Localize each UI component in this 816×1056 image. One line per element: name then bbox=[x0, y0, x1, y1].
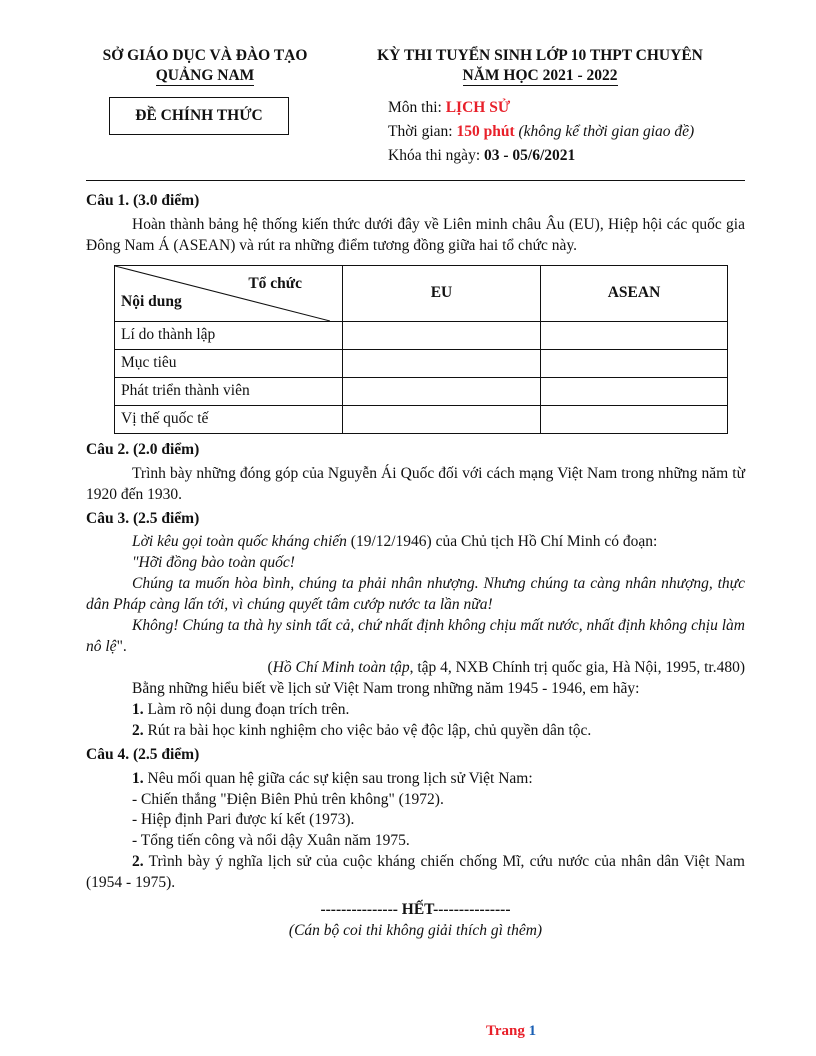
department-block bbox=[60, 46, 350, 86]
exam-content bbox=[86, 188, 745, 942]
department-name: SỞ GIÁO DỤC VÀ ĐÀO TẠO bbox=[102, 47, 308, 64]
q3-intro-rest: (19/12/1946) của Chủ tịch Hồ Chí Minh có đoạn: bbox=[346, 533, 658, 551]
q4-task-1 bbox=[86, 769, 745, 790]
src-open: ( bbox=[267, 658, 273, 676]
subject-label: Môn thi: bbox=[388, 99, 446, 116]
date-label: Khóa thi ngày: bbox=[388, 147, 484, 165]
row-label: Mục tiêu bbox=[115, 349, 343, 377]
page-footer bbox=[486, 1021, 536, 1041]
q3-title: Câu 3. (2.5 điểm) bbox=[86, 509, 200, 527]
q2-title: Câu 2. (2.0 điểm) bbox=[86, 440, 200, 458]
col-header-asean: ASEAN bbox=[541, 265, 728, 321]
table-row bbox=[115, 405, 728, 433]
task-text: Rút ra bài học kinh nghiệm cho việc bảo vệ độc lập, chủ quyền dân tộc. bbox=[143, 721, 592, 739]
q3-quote-2: Chúng ta muốn hòa bình, chúng ta phải nhân nhượng. Nhưng chúng ta càng nhân nhượng, thực dân Pháp càng lấn tới, vì chúng quyết tâm cướp nước ta lần nữa! bbox=[86, 575, 745, 614]
q3-quote-1: "Hỡi đồng bào toàn quốc! bbox=[132, 554, 295, 572]
knowledge-table bbox=[114, 265, 728, 434]
q4-event-1: - Chiến thắng "Điện Biên Phủ trên không" (1972). bbox=[132, 790, 444, 808]
time-line bbox=[388, 120, 694, 144]
header-divider bbox=[86, 180, 745, 181]
date-value: 03 - 05/6/2021 bbox=[484, 147, 576, 165]
province-name: QUẢNG NAM bbox=[155, 67, 255, 85]
q4-event-3: - Tổng tiến công và nổi dậy Xuân năm 1975. bbox=[132, 832, 410, 850]
q3-quote-3-text: Không! Chúng ta thà hy sinh tất cả, chứ nhất định không chịu mất nước, nhất định không chịu làm nô lệ bbox=[86, 617, 745, 656]
table-cell bbox=[343, 349, 541, 377]
q3-intro bbox=[86, 532, 745, 553]
task-num: 2. bbox=[132, 721, 144, 739]
q1-title: Câu 1. (3.0 điểm) bbox=[86, 192, 200, 209]
table-cell bbox=[541, 349, 728, 377]
row-label: Phát triển thành viên bbox=[115, 377, 343, 405]
exam-title: KỲ THI TUYỂN SINH LỚP 10 THPT CHUYÊN bbox=[377, 47, 703, 64]
time-value: 150 phút bbox=[456, 123, 515, 141]
table-cell bbox=[343, 405, 541, 433]
task-num: 2. bbox=[132, 853, 144, 871]
proctor-note: (Cán bộ coi thi không giải thích gì thêm) bbox=[288, 922, 543, 940]
task-text: Trình bày ý nghĩa lịch sử của cuộc kháng chiến chống Mĩ, cứu nước của nhân dân Việt Nam (1954 - 1975). bbox=[86, 853, 745, 892]
task-num: 1. bbox=[132, 700, 144, 718]
table-row bbox=[115, 349, 728, 377]
q3-intro-italic: Lời kêu gọi toàn quốc kháng chiến bbox=[132, 533, 347, 551]
subject-value: LỊCH SỬ bbox=[445, 99, 511, 116]
table-cell bbox=[541, 377, 728, 405]
q2-body: Trình bày những đóng góp của Nguyễn Ái Quốc đối với cách mạng Việt Nam trong những năm từ 1920 đến 1930. bbox=[86, 464, 745, 503]
date-line bbox=[388, 144, 694, 168]
col-header-eu: EU bbox=[343, 265, 541, 321]
exam-info bbox=[388, 96, 694, 168]
q4-event-2: - Hiệp định Pari được kí kết (1973). bbox=[132, 811, 355, 829]
q3-source bbox=[86, 658, 745, 679]
q1-body: Hoàn thành bảng hệ thống kiến thức dưới đây về Liên minh châu Âu (EU), Hiệp hội các quốc gia Đông Nam Á (ASEAN) và rút ra những điểm tương đồng giữa hai tổ chức này. bbox=[86, 215, 745, 254]
corner-top-label: Tổ chức bbox=[248, 274, 302, 292]
q3-task: Bằng những hiểu biết về lịch sử Việt Nam trong những năm 1945 - 1946, em hãy: bbox=[132, 679, 640, 697]
task-text: Làm rõ nội dung đoạn trích trên. bbox=[143, 700, 350, 718]
table-cell bbox=[343, 377, 541, 405]
task-num: 1. bbox=[132, 769, 144, 787]
task-text: Nêu mối quan hệ giữa các sự kiện sau trong lịch sử Việt Nam: bbox=[143, 769, 533, 787]
official-label: ĐỀ CHÍNH THỨC bbox=[135, 106, 263, 124]
q3-quote-3-end: ". bbox=[116, 638, 127, 656]
src-rest: , tập 4, NXB Chính trị quốc gia, Hà Nội, 1995, tr.480) bbox=[409, 658, 745, 676]
page-number: 1 bbox=[528, 1023, 537, 1039]
corner-bottom-label: Nội dung bbox=[121, 292, 182, 310]
table-cell bbox=[343, 321, 541, 349]
table-row bbox=[115, 321, 728, 349]
time-note: (không kể thời gian giao đề) bbox=[514, 123, 695, 141]
q4-title: Câu 4. (2.5 điểm) bbox=[86, 745, 200, 763]
time-label: Thời gian: bbox=[388, 123, 457, 141]
src-italic: Hồ Chí Minh toàn tập bbox=[272, 658, 410, 676]
official-exam-box bbox=[109, 97, 289, 135]
q3-task-2 bbox=[86, 721, 745, 742]
page-label: Trang bbox=[486, 1023, 529, 1039]
row-label: Vị thế quốc tế bbox=[115, 405, 343, 433]
row-label: Lí do thành lập bbox=[115, 321, 343, 349]
exam-title-block bbox=[330, 46, 750, 86]
q4-task-2 bbox=[86, 852, 745, 894]
q3-task-1 bbox=[86, 700, 745, 721]
table-cell bbox=[541, 321, 728, 349]
end-marker: --------------- HẾT--------------- bbox=[320, 901, 511, 919]
table-row bbox=[115, 377, 728, 405]
subject-line bbox=[388, 96, 694, 120]
q3-quote-3 bbox=[86, 616, 745, 658]
table-corner-cell bbox=[115, 265, 343, 321]
table-cell bbox=[541, 405, 728, 433]
school-year: NĂM HỌC 2021 - 2022 bbox=[462, 67, 618, 85]
